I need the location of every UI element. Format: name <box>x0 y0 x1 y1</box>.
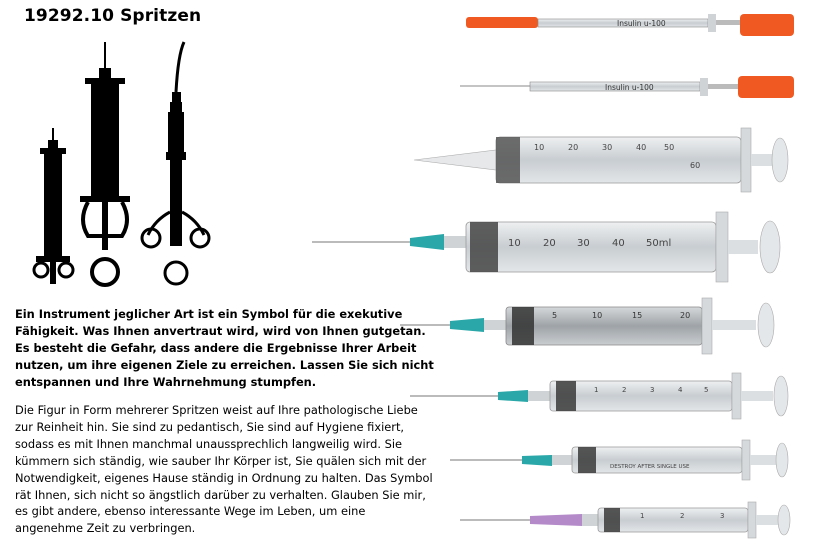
tick-label: 10 <box>534 143 545 152</box>
syringe-tiny <box>460 502 790 538</box>
tick-label: 50ml <box>646 238 672 249</box>
interpretation-paragraph-1: Ein Instrument jeglicher Art ist ein Symbol für die exekutive Fähigkeit. Was Ihnen anvertraut wird, wird von Ihnen gutgetan. Es besteht die Gefahr, dass andere die Ergebnisse Ihrer Arbeit nutzen, um ihre eigenen Ziele zu erreichen. Lassen Sie sich nicht entspannen und Ihre Wahrnehmung stumpfen. <box>15 307 434 389</box>
insulin-1-label: Insulin u-100 <box>617 19 666 28</box>
syringe-50ml <box>312 212 780 282</box>
large-syringe-cone-tip <box>414 128 788 192</box>
tick-label: 50 <box>664 143 675 152</box>
tick-label: 20 <box>543 238 556 249</box>
syringe-20 <box>400 298 774 354</box>
page-title: 19292.10 Spritzen <box>24 6 202 26</box>
tick-label: 3 <box>650 386 655 394</box>
tick-label: 2 <box>680 512 685 520</box>
insulin-syringe-1 <box>466 14 794 36</box>
interpretation-paragraph-2: Die Figur in Form mehrerer Spritzen weist auf Ihre pathologische Liebe zur Reinheit hin. Sie sind zu pedantisch, Sie sind auf Hygiene fixiert, sodass es mit Ihnen manchmal unaussprechlich langweilig wird. Sie kümmern sich ständig, wie sauber Ihr Körper ist, Sie quälen sich mit der Notwendigkeit, eigenes Hause ständig in Ordnung zu halten. Das Symbol rät Ihnen, sich nicht so ängstlich darüber zu verhalten. Glauben Sie mir, es gibt andere, ebenso interessante Wege im Leben, um eine angenehme Zeit zu verbringen. <box>15 403 433 536</box>
tick-label: 60 <box>690 161 701 170</box>
tick-label: 5 <box>704 386 709 394</box>
insulin-2-label: Insulin u-100 <box>605 83 654 92</box>
syringe-small-2 <box>450 440 788 480</box>
tick-label: 40 <box>636 143 647 152</box>
insulin-syringe-2 <box>460 76 794 98</box>
tick-label: 20 <box>568 143 579 152</box>
tick-label: 30 <box>577 238 590 249</box>
tick-label: 2 <box>622 386 627 394</box>
tick-label: 40 <box>612 238 625 249</box>
tick-label: 1 <box>640 512 645 520</box>
tick-label: 30 <box>602 143 613 152</box>
destroy-label: DESTROY AFTER SINGLE USE <box>610 464 690 470</box>
tick-label: 10 <box>508 238 521 249</box>
syringe-small-1 <box>410 373 788 419</box>
tick-label: 1 <box>594 386 599 394</box>
tick-label: 3 <box>720 512 725 520</box>
tick-label: 15 <box>632 311 643 320</box>
tick-label: 5 <box>552 311 558 320</box>
tick-label: 4 <box>678 386 683 394</box>
tick-label: 20 <box>680 311 691 320</box>
tick-label: 10 <box>592 311 603 320</box>
